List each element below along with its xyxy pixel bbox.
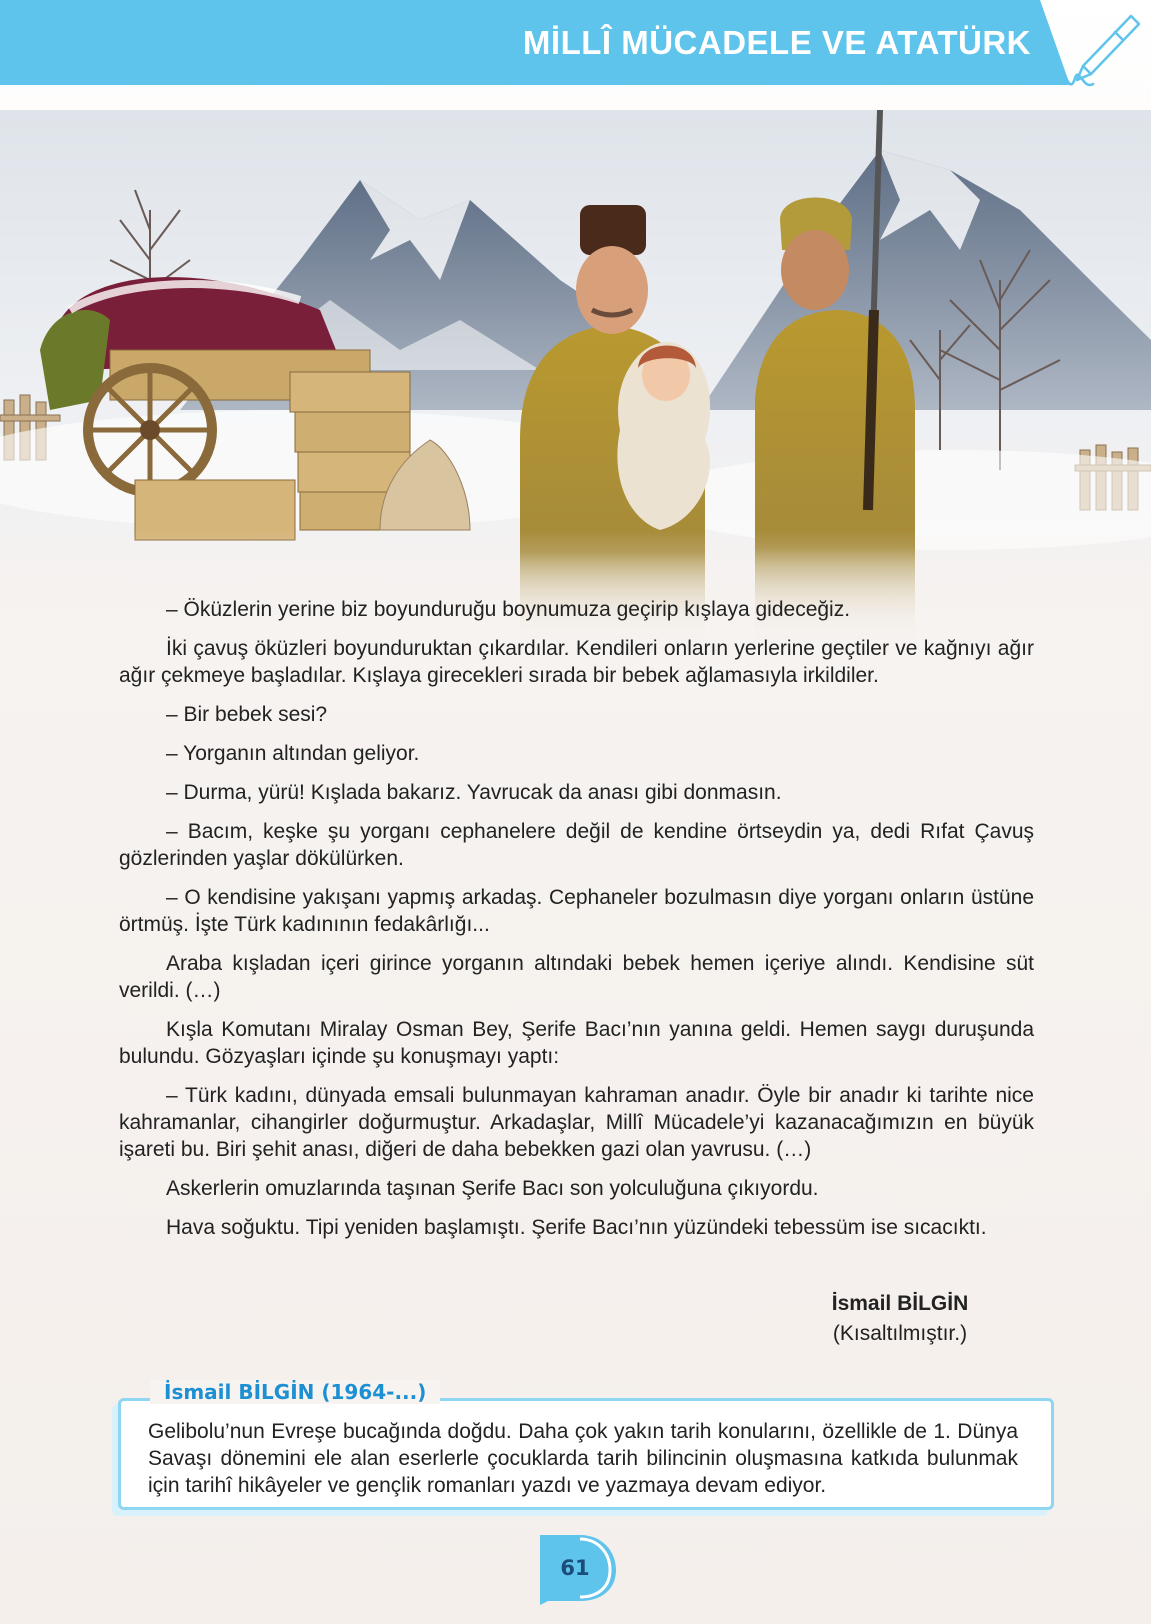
pen-nib-icon [1053, 6, 1145, 98]
story-paragraph: Askerlerin omuzlarında taşınan Şerife Bacı son yolculuğuna çıkıyordu. [166, 1177, 819, 1200]
story-paragraph: Hava soğuktu. Tipi yeniden başlamıştı. Şerife Bacı’nın yüzündeki tebessüm ise sıcacıktı. [166, 1216, 987, 1239]
author-name: İsmail BİLGİN [831, 1292, 969, 1315]
bio-title: İsmail BİLGİN (1964-...) [150, 1380, 440, 1404]
story-paragraph: – Bacım, keşke şu yorganı cephanelere değil de kendine örtseydin ya, dedi Rıfat Çavuş gözlerinden yaşlar dökülürken. [119, 820, 1034, 870]
author-credit [800, 1292, 1000, 1346]
page-title: MİLLÎ MÜCADELE VE ATATÜRK [522, 24, 1031, 61]
story-paragraph: – O kendisine yakışanı yapmış arkadaş. Cephaneler bozulmasın diye yorganı onların üstüne örtmüş. İşte Türk kadınının fedakârlığı... [119, 886, 1034, 936]
story-paragraph: – Yorganın altından geliyor. [166, 742, 420, 765]
story-paragraph: İki çavuş öküzleri boyunduruktan çıkardılar. Kendileri onların yerlerine geçtiler ve kağnıyı ağır ağır çekmeye başladılar. Kışlaya girecekleri sırada bir bebek ağlamasıyla irkildiler. [119, 637, 1034, 687]
story-text [119, 596, 1034, 1241]
abridged-note: (Kısaltılmıştır.) [832, 1322, 968, 1345]
page-number: 61 [560, 1556, 590, 1580]
illustration-winter-soldiers-with-baby [0, 110, 1151, 650]
bio-text: Gelibolu’nun Evreşe bucağında doğdu. Daha çok yakın tarih konularını, özellikle de 1. Dünya Savaşı dönemini ele alan eserlerle çocuklarda tarih bilincinin oluşmasına katkıda bulunmak için tarihî hikâyeler ve gençlik romanları yazdı ve yazmaya devam ediyor. [148, 1420, 1018, 1497]
story-paragraph: – Öküzlerin yerine biz boyunduruğu boynumuza geçirip kışlaya gideceğiz. [166, 598, 851, 621]
story-paragraph: Araba kışladan içeri girince yorganın altındaki bebek hemen içeriye alındı. Kendisine süt verildi. (…) [119, 952, 1034, 1002]
story-paragraph: – Türk kadını, dünyada emsali bulunmayan kahraman anadır. Öyle bir anadır ki tarihte nice kahramanlar, cihangirler doğurmuştur. Arkadaşlar, Millî Mücadele’yi kazanacağımızın en büyük işareti bu. Biri şehit anası, diğeri de daha bebekken gazi olan yavrusu. (…) [119, 1084, 1034, 1161]
story-paragraph: – Bir bebek sesi? [166, 703, 328, 726]
story-paragraph: Kışla Komutanı Miralay Osman Bey, Şerife Bacı’nın yanına geldi. Hemen saygı duruşunda bulundu. Gözyaşları içinde şu konuşmayı yaptı: [119, 1018, 1034, 1068]
story-paragraph: – Durma, yürü! Kışlada bakarız. Yavrucak da anası gibi donmasın. [166, 781, 782, 804]
